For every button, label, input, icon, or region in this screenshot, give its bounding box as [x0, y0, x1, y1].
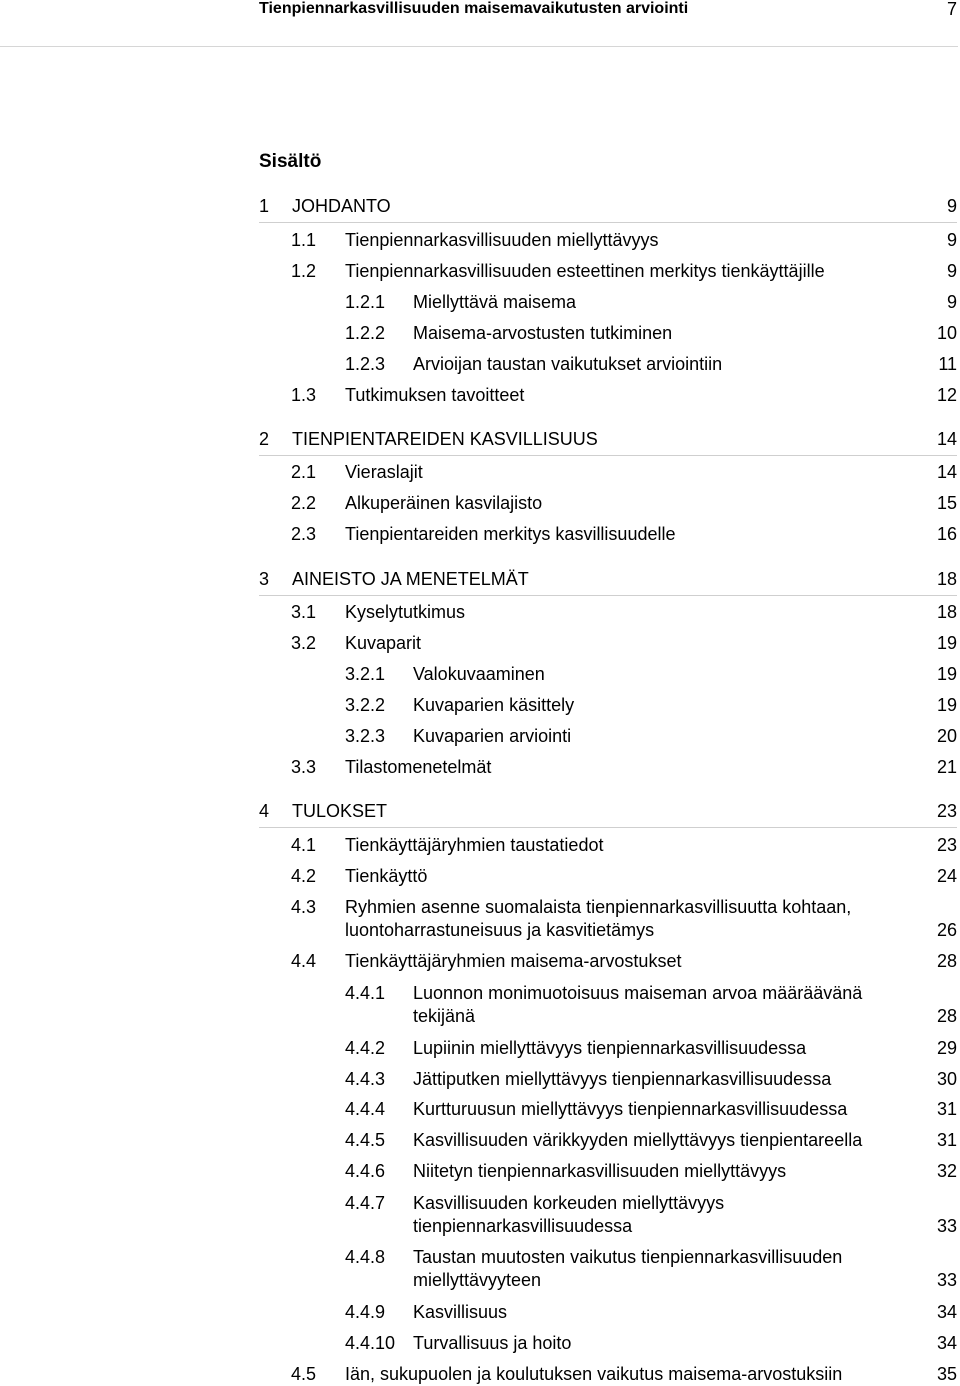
toc-entry-section[interactable]	[291, 384, 957, 407]
toc-entry-page: 15	[936, 493, 957, 513]
toc-entry-subsection[interactable]	[345, 1332, 957, 1355]
toc-entry-number: 4.4	[291, 951, 317, 971]
toc-entry-number: 1.2.2	[345, 323, 386, 343]
toc-entry-page: 21	[936, 757, 957, 777]
toc-entry-section[interactable]	[291, 492, 957, 515]
toc-entry-title: Maisema-arvostusten tutkiminen	[413, 323, 673, 343]
toc-entry-number: 3.1	[291, 602, 317, 622]
toc-heading: Sisältö	[259, 151, 322, 172]
toc-entry-page: 33	[936, 1216, 957, 1236]
toc-entry-section[interactable]	[291, 1363, 957, 1386]
toc-entry-number: 1	[259, 196, 270, 216]
toc-entry-subsection[interactable]	[345, 1192, 957, 1238]
toc-entry-page: 30	[936, 1069, 957, 1089]
toc-entry-number: 4.4.5	[345, 1130, 386, 1150]
toc-entry-page: 23	[936, 835, 957, 855]
toc-entry-section[interactable]	[291, 601, 957, 624]
toc-entry-section[interactable]	[291, 632, 957, 655]
toc-entry-title: Jättiputken miellyttävyys tienpiennarkasvillisuudessa	[413, 1069, 832, 1089]
toc-entry-title	[413, 982, 862, 1028]
toc-entry-page: 10	[936, 323, 957, 343]
toc-entry-page: 12	[936, 385, 957, 405]
toc-entry-subsection[interactable]	[345, 982, 957, 1028]
toc-entry-number: 3.3	[291, 757, 317, 777]
toc-entry-title-line: Ryhmien asenne suomalaista tienpiennarkasvillisuutta kohtaan,	[345, 897, 852, 917]
toc-entry-page: 19	[936, 664, 957, 684]
toc-entry-number: 4.3	[291, 897, 317, 917]
toc-entry-section[interactable]	[291, 260, 957, 283]
toc-entry-page: 35	[936, 1364, 957, 1384]
toc-entry-number: 4.4.3	[345, 1069, 386, 1089]
toc-entry-title: Kasvillisuuden värikkyyden miellyttävyys tienpientareella	[413, 1130, 863, 1150]
toc-entry-title: Alkuperäinen kasvilajisto	[345, 493, 543, 513]
toc-entry-title-line: luontoharrastuneisuus ja kasvitietämys	[345, 920, 655, 940]
header-divider	[0, 46, 958, 47]
toc-entry-page: 28	[936, 951, 957, 971]
toc-entry-title	[345, 896, 851, 942]
toc-entry-number: 3.2.2	[345, 695, 386, 715]
toc-entry-subsection[interactable]	[345, 322, 957, 345]
toc-entry-subsection[interactable]	[345, 1129, 957, 1152]
toc-entry-title: Tienkäyttäjäryhmien taustatiedot	[345, 835, 604, 855]
toc-entry-number: 2	[259, 429, 270, 449]
toc-entry-number: 3.2.3	[345, 726, 386, 746]
toc-entry-title: Kuvaparit	[345, 633, 422, 653]
toc-entry-title: JOHDANTO	[292, 196, 391, 216]
toc-entry-page: 11	[938, 354, 957, 374]
toc-entry-subsection[interactable]	[345, 1037, 957, 1060]
toc-entry-title: Tutkimuksen tavoitteet	[345, 385, 525, 405]
toc-entry-page: 16	[936, 524, 957, 544]
toc-entry-title-line: Taustan muutosten vaikutus tienpiennarkasvillisuuden	[413, 1247, 843, 1267]
toc-entry-chapter[interactable]	[259, 568, 957, 596]
toc-entry-title: Valokuvaaminen	[413, 664, 545, 684]
page-number: 7	[946, 0, 957, 19]
toc-entry-number: 3.2	[291, 633, 317, 653]
toc-entry-subsection[interactable]	[345, 291, 957, 314]
toc-entry-number: 1.2.1	[345, 292, 386, 312]
toc-entry-page: 31	[936, 1099, 957, 1119]
toc-entry-number: 4.4.9	[345, 1302, 386, 1322]
toc-entry-number: 3	[259, 569, 270, 589]
toc-entry-page: 9	[946, 230, 957, 250]
toc-entry-section[interactable]	[291, 950, 957, 973]
toc-entry-title-line: Kasvillisuuden korkeuden miellyttävyys	[413, 1193, 725, 1213]
toc-entry-page: 23	[936, 801, 957, 821]
toc-entry-page: 29	[936, 1038, 957, 1058]
toc-entry-subsection[interactable]	[345, 725, 957, 748]
toc-entry-chapter[interactable]	[259, 195, 957, 223]
toc-entry-number: 1.2.3	[345, 354, 386, 374]
toc-entry-number: 4	[259, 801, 270, 821]
toc-entry-number: 2.2	[291, 493, 317, 513]
toc-entry-title: Kurtturuusun miellyttävyys tienpiennarkasvillisuudessa	[413, 1099, 848, 1119]
toc-entry-page: 18	[936, 602, 957, 622]
toc-entry-page: 31	[936, 1130, 957, 1150]
toc-entry-title: Kuvaparien arviointi	[413, 726, 572, 746]
toc-entry-page: 14	[936, 462, 957, 482]
toc-entry-page: 19	[936, 695, 957, 715]
toc-entry-title: Iän, sukupuolen ja koulutuksen vaikutus maisema-arvostuksiin	[345, 1364, 843, 1384]
toc-entry-title-line: Luonnon monimuotoisuus maiseman arvoa määräävänä	[413, 983, 863, 1003]
toc-entry-title: Miellyttävä maisema	[413, 292, 577, 312]
toc-entry-number: 1.3	[291, 385, 317, 405]
toc-entry-number: 4.4.10	[345, 1333, 396, 1353]
toc-entry-number: 4.4.4	[345, 1099, 386, 1119]
toc-entry-title: Kuvaparien käsittely	[413, 695, 575, 715]
toc-entry-title-line: tekijänä	[413, 1006, 476, 1026]
toc-entry-subsection[interactable]	[345, 1246, 957, 1292]
toc-entry-title: Tienpiennarkasvillisuuden esteettinen merkitys tienkäyttäjille	[345, 261, 825, 281]
toc-entry-number: 4.1	[291, 835, 317, 855]
running-header	[259, 0, 957, 18]
toc-entry-page: 18	[936, 569, 957, 589]
toc-entry-page: 9	[946, 196, 957, 216]
toc-entry-number: 4.4.1	[345, 983, 386, 1003]
toc-entry-page: 9	[946, 261, 957, 281]
toc-entry-number: 3.2.1	[345, 664, 386, 684]
toc-entry-title: Arvioijan taustan vaikutukset arviointiin	[413, 354, 723, 374]
toc-entry-title: Vieraslajit	[345, 462, 423, 482]
toc-entry-title: TIENPIENTAREIDEN KASVILLISUUS	[292, 429, 598, 449]
toc-entry-number: 1.2	[291, 261, 317, 281]
toc-entry-page: 9	[946, 292, 957, 312]
toc-entry-section[interactable]	[291, 865, 957, 888]
toc-entry-subsection[interactable]	[345, 1098, 957, 1121]
toc-entry-page: 19	[936, 633, 957, 653]
toc-entry-page: 34	[936, 1302, 957, 1322]
toc-entry-number: 4.2	[291, 866, 317, 886]
toc-entry-page: 32	[936, 1161, 957, 1181]
toc-entry-page: 20	[936, 726, 957, 746]
toc-entry-title: Tienpiennarkasvillisuuden miellyttävyys	[345, 230, 659, 250]
toc-entry-section[interactable]	[291, 523, 957, 546]
toc-entry-title: Kasvillisuus	[413, 1302, 508, 1322]
toc-entry-page: 14	[936, 429, 957, 449]
toc-entry-subsection[interactable]	[345, 694, 957, 717]
document-title: Tienpiennarkasvillisuuden maisemavaikutusten arviointi	[259, 0, 689, 17]
toc-entry-subsection[interactable]	[345, 1160, 957, 1183]
toc-entry-section[interactable]	[291, 896, 957, 942]
toc-entry-page: 33	[936, 1270, 957, 1290]
toc-entry-page: 26	[936, 920, 957, 940]
toc-entry-title: Tilastomenetelmät	[345, 757, 492, 777]
toc-entry-number: 4.4.2	[345, 1038, 386, 1058]
toc-entry-title: Tienpientareiden merkitys kasvillisuudelle	[345, 524, 676, 544]
toc-entry-title-line: miellyttävyyteen	[413, 1270, 542, 1290]
toc-entry-title: Tienkäyttö	[345, 866, 428, 886]
toc-entry-section[interactable]	[291, 834, 957, 857]
toc-entry-title: Niitetyn tienpiennarkasvillisuuden miellyttävyys	[413, 1161, 787, 1181]
toc-entry-section[interactable]	[291, 461, 957, 484]
toc-entry-title	[413, 1192, 724, 1238]
toc-entry-number: 2.1	[291, 462, 317, 482]
toc-entry-title	[413, 1246, 842, 1292]
toc-entry-number: 2.3	[291, 524, 317, 544]
toc-entry-number: 4.4.8	[345, 1247, 386, 1267]
toc-entry-number: 4.4.6	[345, 1161, 386, 1181]
toc-entry-subsection[interactable]	[345, 1301, 957, 1324]
toc-entry-title: AINEISTO JA MENETELMÄT	[292, 569, 529, 589]
toc-entry-title: Turvallisuus ja hoito	[413, 1333, 572, 1353]
toc-entry-title: TULOKSET	[292, 801, 388, 821]
toc-entry-subsection[interactable]	[345, 663, 957, 686]
toc-entry-title: Tienkäyttäjäryhmien maisema-arvostukset	[345, 951, 682, 971]
toc-entry-chapter[interactable]	[259, 428, 957, 456]
toc-entry-title-line: tienpiennarkasvillisuudessa	[413, 1216, 633, 1236]
toc-entry-page: 24	[936, 866, 957, 886]
toc-entry-number: 1.1	[291, 230, 317, 250]
toc-entry-page: 34	[936, 1333, 957, 1353]
toc-entry-section[interactable]	[291, 756, 957, 779]
toc-entry-number: 4.5	[291, 1364, 317, 1384]
toc-entry-number: 4.4.7	[345, 1193, 386, 1213]
toc-entry-title: Kyselytutkimus	[345, 602, 466, 622]
toc-entry-chapter[interactable]	[259, 800, 957, 828]
toc-entry-title: Lupiinin miellyttävyys tienpiennarkasvillisuudessa	[413, 1038, 807, 1058]
toc-entry-section[interactable]	[291, 229, 957, 252]
toc-entry-page: 28	[936, 1006, 957, 1026]
toc-entry-subsection[interactable]	[345, 353, 957, 376]
toc-entry-subsection[interactable]	[345, 1068, 957, 1091]
